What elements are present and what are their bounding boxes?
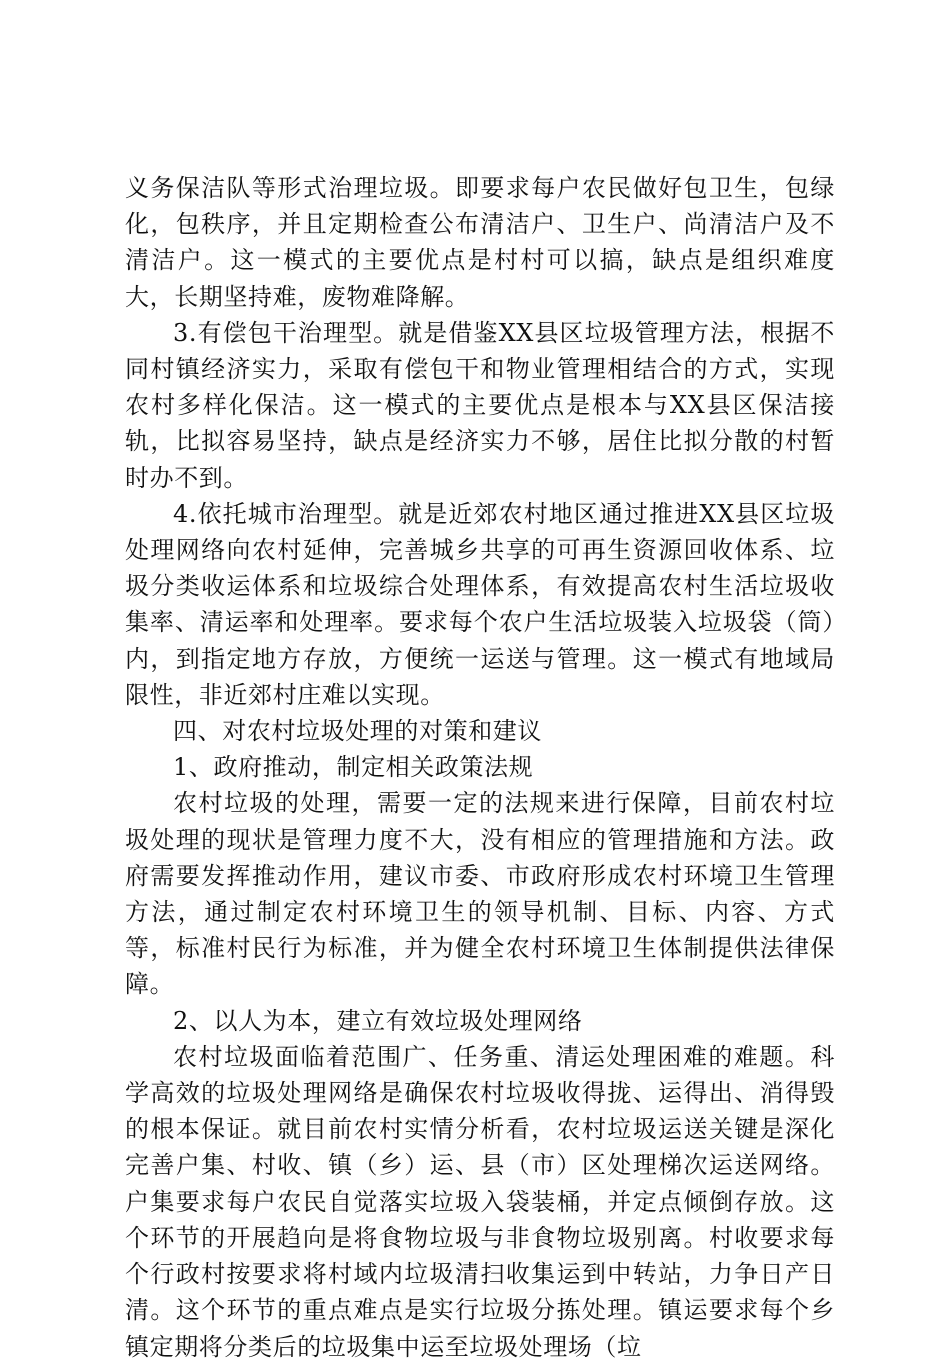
document-body bbox=[125, 170, 835, 1365]
paragraph-model-4: 4.依托城市治理型。就是近郊农村地区通过推进XX县区垃圾处理网络向农村延伸，完善城乡共享的可再生资源回收体系、垃圾分类收运体系和垃圾综合处理体系，有效提高农村生活垃圾收集率、清运率和处理率。要求每个农户生活垃圾装入垃圾袋（筒）内，到指定地方存放，方便统一运送与管理。这一模式有地域局限性，非近郊村庄难以实现。 bbox=[125, 499, 835, 709]
paragraph-policy: 农村垃圾的处理，需要一定的法规来进行保障，目前农村垃圾处理的现状是管理力度不大，没有相应的管理措施和方法。政府需要发挥推动作用，建议市委、市政府形成农村环境卫生管理方法，通过制定农村环境卫生的领导机制、目标、内容、方式等，标准村民行为标准，并为健全农村环境卫生体制提供法律保障。 bbox=[125, 789, 835, 999]
paragraph-model-3: 3.有偿包干治理型。就是借鉴XX县区垃圾管理方法，根据不同村镇经济实力，采取有偿包干和物业管理相结合的方式，实现农村多样化保洁。这一模式的主要优点是根本与XX县区保洁接轨，比拟容易坚持，缺点是经济实力不够，居住比拟分散的村暂时办不到。 bbox=[125, 318, 835, 492]
subheading-1: 1、政府推动，制定相关政策法规 bbox=[173, 753, 534, 782]
subheading-2: 2、以人为本，建立有效垃圾处理网络 bbox=[173, 1006, 583, 1035]
section-heading-4: 四、对农村垃圾处理的对策和建议 bbox=[173, 717, 542, 746]
paragraph-network: 农村垃圾面临着范围广、任务重、清运处理困难的难题。科学高效的垃圾处理网络是确保农村垃圾收得拢、运得出、消得毁的根本保证。就目前农村实情分析看，农村垃圾运送关键是深化完善户集、村收、镇（乡）运、县（市）区处理梯次运送网络。户集要求每户农民自觉落实垃圾入袋装桶，并定点倾倒存放。这个环节的开展趋向是将食物垃圾与非食物垃圾别离。村收要求每个行政村按要求将村域内垃圾清扫收集运到中转站，力争日产日清。这个环节的重点难点是实行垃圾分拣处理。镇运要求每个乡镇定期将分类后的垃圾集中运至垃圾处理场（垃 bbox=[125, 1042, 835, 1361]
paragraph-continuation: 义务保洁队等形式治理垃圾。即要求每户农民做好包卫生，包绿化，包秩序，并且定期检查公布清洁户、卫生户、尚清洁户及不清洁户。这一模式的主要优点是村村可以搞，缺点是组织难度大，长期坚持难，废物难降解。 bbox=[125, 174, 835, 311]
